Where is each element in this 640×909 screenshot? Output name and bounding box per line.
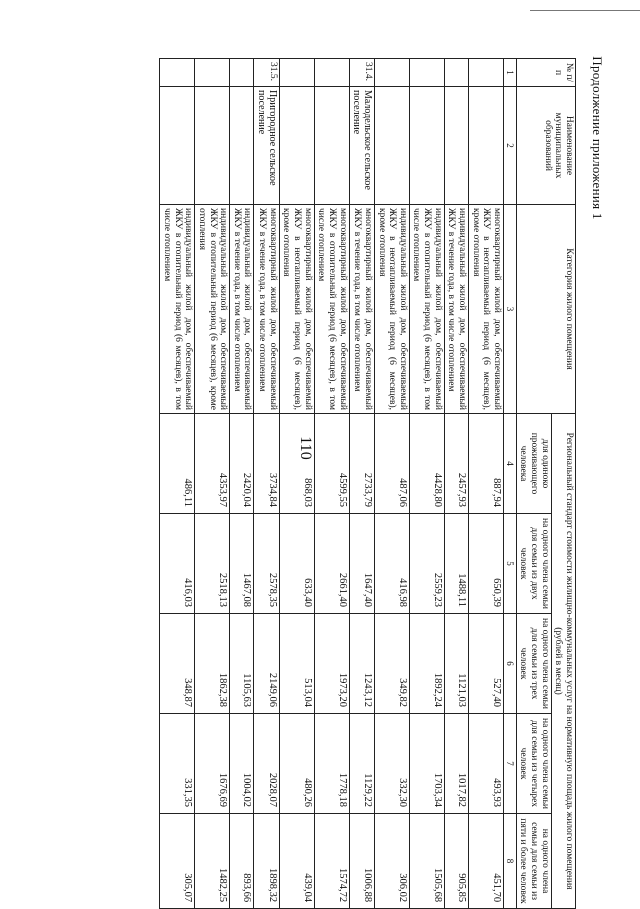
value-family-3: 527,40 xyxy=(468,614,503,714)
value-single: 4428,80 xyxy=(409,414,444,514)
value-single: 2457,93 xyxy=(444,414,468,514)
header-sub-1: для одиноко проживающего человека xyxy=(516,414,551,514)
table-row xyxy=(160,59,195,909)
header-standard: Региональный стандарт стоимости жилищно-коммунальных услуг на нормативную площадь жилого помещения (рублей в месяц) xyxy=(551,414,575,909)
row-municipality xyxy=(230,87,254,205)
appendix-title: Продолжение приложения 1 xyxy=(590,56,605,220)
row-municipality: Пригородное сельское поселение xyxy=(254,87,279,205)
header-sub-3: на одного члена семьи для семьи из трех человек xyxy=(516,614,551,714)
value-family-3: 2149,06 xyxy=(254,614,279,714)
row-category: индивидуальный жилой дом, обеспечиваемый ЖКУ в течение года, в том числе отоплением xyxy=(230,205,254,414)
index-cell: 2 xyxy=(503,87,516,205)
top-rule xyxy=(530,10,640,11)
row-category: многоквартирный жилой дом, обеспечиваемый ЖКУ в течение года, в том числе отоплением xyxy=(254,205,279,414)
value-family-4: 1778,18 xyxy=(314,714,349,814)
value-family-3: 513,04 xyxy=(279,614,314,714)
header-municipality: Наименование муниципальных образований xyxy=(516,87,575,205)
row-category: многоквартирный жилой дом, обеспечиваемый ЖКУ в отопительный период (6 месяцев), в том числе отоплением xyxy=(314,205,349,414)
row-number xyxy=(279,59,314,87)
row-category: индивидуальный жилой дом, обеспечиваемый ЖКУ в неотапливаемый период (6 месяцев), кроме отопления xyxy=(374,205,409,414)
value-family-2: 1647,40 xyxy=(349,514,374,614)
value-single: 486,11 xyxy=(160,414,195,514)
row-number xyxy=(409,59,444,87)
row-number: 31.5. xyxy=(254,59,279,87)
header-sub-2: на одного члена семьи для семьи из двух человек xyxy=(516,514,551,614)
row-number xyxy=(195,59,230,87)
rotated-table-sheet xyxy=(52,58,576,908)
row-category: многоквартирный жилой дом, обеспечиваемый ЖКУ в неотапливаемый период (6 месяцев), кроме отопления xyxy=(468,205,503,414)
value-family-3: 1973,20 xyxy=(314,614,349,714)
row-number xyxy=(230,59,254,87)
value-family-2: 2559,23 xyxy=(409,514,444,614)
row-category: индивидуальный жилой дом, обеспечиваемый ЖКУ в отопительный период (6 месяцев), кроме отопления xyxy=(195,205,230,414)
table-row xyxy=(314,59,349,909)
table-row xyxy=(468,59,503,909)
value-single: 487,06 xyxy=(374,414,409,514)
row-municipality xyxy=(409,87,444,205)
header-category: Категория жилого помещения xyxy=(516,205,575,414)
row-category: индивидуальный жилой дом, обеспечиваемый ЖКУ в отопительный период (6 месяцев), в том числе отоплением xyxy=(160,205,195,414)
value-family-4: 1004,02 xyxy=(230,714,254,814)
value-family-2: 416,98 xyxy=(374,514,409,614)
header-sub-4: на одного члена семьи для семьи из четырех человек xyxy=(516,714,551,814)
value-single: 2420,04 xyxy=(230,414,254,514)
tariff-table xyxy=(159,58,576,909)
row-municipality xyxy=(195,87,230,205)
row-number xyxy=(160,59,195,87)
value-single: 2733,79 xyxy=(349,414,374,514)
header-num: № п/п xyxy=(516,59,575,87)
value-family-2: 2518,13 xyxy=(195,514,230,614)
value-family-3: 1243,12 xyxy=(349,614,374,714)
value-family-4: 1676,69 xyxy=(195,714,230,814)
value-single: 868,03 xyxy=(279,414,314,514)
index-cell: 3 xyxy=(503,205,516,414)
value-family-4: 332,30 xyxy=(374,714,409,814)
value-family-3: 349,82 xyxy=(374,614,409,714)
row-category: многоквартирный жилой дом, обеспечиваемый ЖКУ в течение года, в том числе отоплением xyxy=(349,205,374,414)
value-family-5plus: 305,07 xyxy=(160,814,195,909)
value-single: 4599,55 xyxy=(314,414,349,514)
value-single: 3734,84 xyxy=(254,414,279,514)
row-municipality xyxy=(444,87,468,205)
value-family-4: 2028,07 xyxy=(254,714,279,814)
value-family-3: 1862,38 xyxy=(195,614,230,714)
value-family-3: 348,87 xyxy=(160,614,195,714)
value-family-4: 480,26 xyxy=(279,714,314,814)
row-municipality xyxy=(314,87,349,205)
value-family-5plus: 1006,88 xyxy=(349,814,374,909)
page-number: 110 xyxy=(297,436,314,460)
row-number xyxy=(374,59,409,87)
index-cell: 6 xyxy=(503,614,516,714)
value-family-5plus: 1482,25 xyxy=(195,814,230,909)
value-family-2: 2661,40 xyxy=(314,514,349,614)
value-single: 4353,97 xyxy=(195,414,230,514)
value-family-5plus: 439,04 xyxy=(279,814,314,909)
index-cell: 8 xyxy=(503,814,516,909)
header-sub-5: на одного члена семьи для семьи из пяти и более человек xyxy=(516,814,551,909)
value-family-4: 1129,22 xyxy=(349,714,374,814)
row-number: 31.4. xyxy=(349,59,374,87)
value-family-5plus: 306,02 xyxy=(374,814,409,909)
value-family-2: 650,39 xyxy=(468,514,503,614)
value-family-5plus: 1898,32 xyxy=(254,814,279,909)
value-family-4: 331,35 xyxy=(160,714,195,814)
table-row xyxy=(349,59,374,909)
table-row xyxy=(409,59,444,909)
row-municipality xyxy=(160,87,195,205)
table-row xyxy=(279,59,314,909)
value-family-2: 2578,35 xyxy=(254,514,279,614)
value-family-2: 416,03 xyxy=(160,514,195,614)
row-category: многоквартирный жилой дом, обеспечиваемый ЖКУ в неотапливаемый период (6 месяцев), кроме отопления xyxy=(279,205,314,414)
row-municipality: Малодельское сельское поселение xyxy=(349,87,374,205)
row-municipality xyxy=(468,87,503,205)
index-cell: 1 xyxy=(503,59,516,87)
row-category: индивидуальный жилой дом, обеспечиваемый ЖКУ в течение года, в том числе отоплением xyxy=(444,205,468,414)
table-row xyxy=(444,59,468,909)
value-family-5plus: 905,85 xyxy=(444,814,468,909)
value-family-3: 1105,63 xyxy=(230,614,254,714)
row-number xyxy=(444,59,468,87)
table-row xyxy=(374,59,409,909)
row-municipality xyxy=(374,87,409,205)
value-family-2: 633,40 xyxy=(279,514,314,614)
table-row xyxy=(254,59,279,909)
value-family-2: 1488,11 xyxy=(444,514,468,614)
value-family-5plus: 893,66 xyxy=(230,814,254,909)
index-row xyxy=(503,59,516,909)
index-cell: 5 xyxy=(503,514,516,614)
header-row-1 xyxy=(551,59,575,909)
value-family-5plus: 1505,68 xyxy=(409,814,444,909)
value-family-3: 1892,24 xyxy=(409,614,444,714)
value-family-4: 1017,82 xyxy=(444,714,468,814)
value-family-2: 1467,08 xyxy=(230,514,254,614)
value-family-4: 1703,34 xyxy=(409,714,444,814)
row-municipality xyxy=(279,87,314,205)
row-category: индивидуальный жилой дом, обеспечиваемый ЖКУ в отопительный период (6 месяцев), в том числе отоплением xyxy=(409,205,444,414)
value-family-5plus: 1574,72 xyxy=(314,814,349,909)
index-cell: 4 xyxy=(503,414,516,514)
table-row xyxy=(230,59,254,909)
value-family-5plus: 451,70 xyxy=(468,814,503,909)
table-row xyxy=(195,59,230,909)
value-family-4: 493,93 xyxy=(468,714,503,814)
row-number xyxy=(314,59,349,87)
value-family-3: 1121,03 xyxy=(444,614,468,714)
value-single: 887,94 xyxy=(468,414,503,514)
index-cell: 7 xyxy=(503,714,516,814)
row-number xyxy=(468,59,503,87)
